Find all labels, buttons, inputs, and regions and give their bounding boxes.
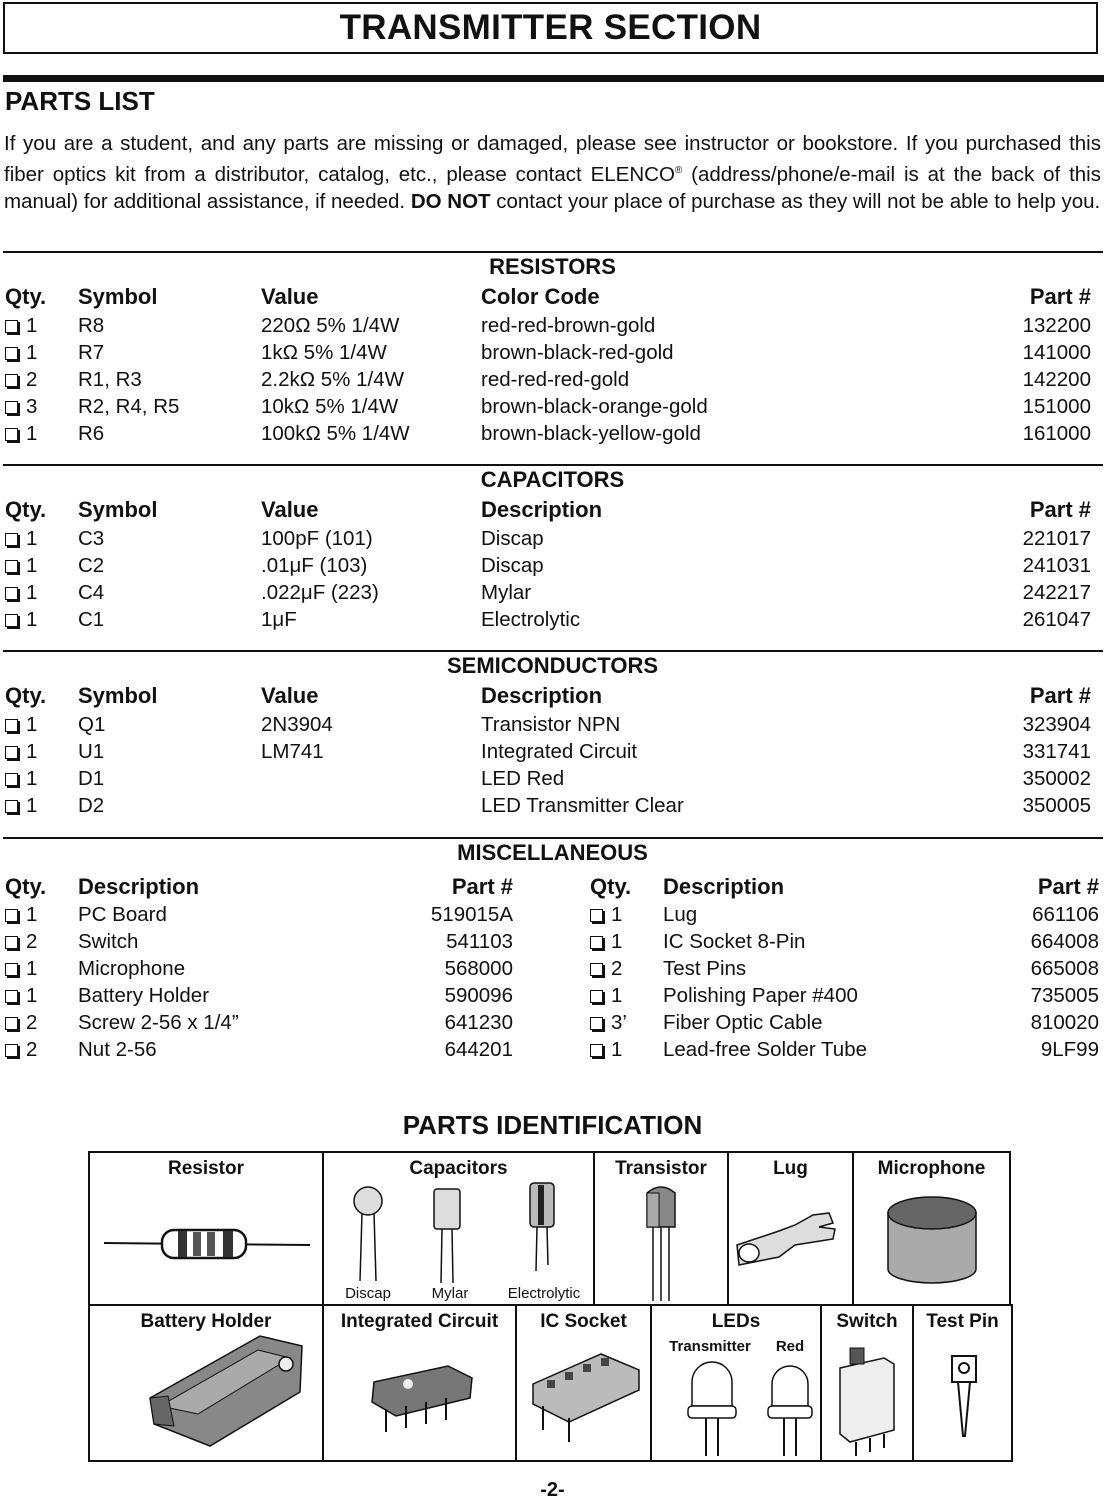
discap-label: Discap (345, 1285, 391, 1302)
col-header-qty: Qty. (590, 874, 632, 899)
symbol-cell: C1 (78, 608, 105, 631)
ic-socket-image (517, 1306, 652, 1460)
ic-socket-label: IC Socket (540, 1311, 627, 1332)
electrolytic-label: Electrolytic (507, 1285, 581, 1302)
capacitors-image (324, 1153, 595, 1304)
description-cell: Battery Holder (78, 984, 210, 1007)
checkbox[interactable] (5, 374, 18, 387)
qty-value: 2 (26, 1038, 38, 1061)
symbol-cell: C2 (78, 554, 105, 577)
resistors-title: RESISTORS (489, 254, 616, 279)
description-cell: Fiber Optic Cable (663, 1011, 823, 1034)
description-cell: IC Socket 8-Pin (663, 930, 806, 953)
led-transmitter-label: Transmitter (669, 1338, 751, 1355)
symbol-cell: Q1 (78, 713, 106, 736)
switch-label: Switch (836, 1311, 898, 1332)
qty-value: 1 (611, 1038, 623, 1061)
description-cell: LED Red (481, 767, 565, 790)
symbol-cell: D2 (78, 794, 105, 817)
checkbox[interactable] (590, 990, 603, 1003)
checkbox[interactable] (5, 614, 18, 627)
qty-value: 1 (26, 740, 38, 763)
page-title: TRANSMITTER SECTION (3, 2, 1098, 54)
description-cell: brown-black-orange-gold (481, 395, 708, 418)
value-cell: 1μF (261, 608, 297, 631)
symbol-cell: R1, R3 (78, 368, 142, 391)
integrated-circuit-image (324, 1306, 517, 1460)
part-number-cell: 590096 (444, 984, 513, 1007)
mylar-label: Mylar (431, 1285, 469, 1302)
resistor-image (90, 1153, 324, 1304)
checkbox[interactable] (5, 719, 18, 732)
part-number-cell: 644201 (444, 1038, 513, 1061)
qty-cell (5, 581, 37, 605)
description-cell: LED Transmitter Clear (481, 794, 684, 817)
checkbox[interactable] (590, 909, 603, 922)
leds-image (652, 1306, 822, 1460)
qty-cell (5, 314, 37, 338)
value-cell: LM741 (261, 740, 324, 763)
checkbox[interactable] (590, 936, 603, 949)
col-header-qty: Qty. (5, 284, 47, 309)
qty-cell (5, 395, 37, 419)
description-cell: Screw 2-56 x 1/4” (78, 1011, 239, 1034)
checkbox[interactable] (5, 428, 18, 441)
description-cell: Electrolytic (481, 608, 581, 631)
semiconductors-divider (3, 650, 1103, 652)
qty-cell (5, 984, 37, 1008)
part-number-cell: 323904 (1022, 713, 1091, 736)
part-number-cell: 151000 (1022, 395, 1091, 418)
part-number-cell: 141000 (1022, 341, 1091, 364)
symbol-cell: C4 (78, 581, 105, 604)
integrated-circuit-cell (324, 1306, 517, 1460)
part-number-cell: 261047 (1022, 608, 1091, 631)
description-cell: Mylar (481, 581, 532, 604)
symbol-cell: R6 (78, 422, 105, 445)
part-number-cell: 568000 (444, 957, 513, 980)
parts-list-heading: PARTS LIST (5, 86, 155, 116)
resistor-label: Resistor (167, 1158, 245, 1179)
col-header-part: Part # (1037, 874, 1099, 899)
checkbox[interactable] (5, 800, 18, 813)
part-number-cell: 242217 (1022, 581, 1091, 604)
part-number-cell: 221017 (1022, 527, 1091, 550)
symbol-cell: R7 (78, 341, 105, 364)
part-number-cell: 810020 (1030, 1011, 1099, 1034)
checkbox[interactable] (5, 1044, 18, 1057)
checkbox[interactable] (5, 936, 18, 949)
qty-cell (590, 1038, 622, 1062)
value-cell: .022μF (223) (261, 581, 379, 604)
qty-value: 2 (26, 1011, 38, 1034)
description-cell: Polishing Paper #400 (663, 984, 858, 1007)
col-header-description: Description (663, 874, 785, 899)
col-header-symbol: Symbol (78, 683, 158, 708)
symbol-cell: U1 (78, 740, 105, 763)
ic-socket-cell (517, 1306, 652, 1460)
qty-value: 1 (26, 341, 38, 364)
led-red-label: Red (775, 1338, 805, 1355)
checkbox[interactable] (5, 773, 18, 786)
test-pin-image (914, 1306, 1011, 1460)
page-number: -2- (540, 1479, 565, 1501)
qty-cell (5, 368, 37, 392)
switch-cell (822, 1306, 914, 1460)
microphone-cell (854, 1153, 1009, 1304)
col-header-part: Part # (451, 874, 513, 899)
part-number-cell: 142200 (1022, 368, 1091, 391)
qty-value: 1 (26, 314, 38, 337)
switch-image (822, 1306, 914, 1460)
value-cell: 100kΩ 5% 1/4W (261, 422, 410, 445)
leds-cell (652, 1306, 822, 1460)
symbol-cell: R8 (78, 314, 105, 337)
lug-cell (729, 1153, 854, 1304)
capacitors-cell (324, 1153, 595, 1304)
transistor-cell (595, 1153, 729, 1304)
checkbox[interactable] (5, 990, 18, 1003)
qty-value: 2 (26, 930, 38, 953)
qty-cell (5, 1011, 37, 1035)
misc-divider (3, 837, 1103, 839)
description-cell: Test Pins (663, 957, 747, 980)
checkbox[interactable] (5, 320, 18, 333)
part-number-cell: 132200 (1022, 314, 1091, 337)
qty-value: 1 (611, 903, 623, 926)
col-header-description: Description (481, 683, 603, 708)
capacitors-title: CAPACITORS (480, 467, 625, 492)
part-number-cell: 641230 (444, 1011, 513, 1034)
checkbox[interactable] (5, 560, 18, 573)
part-number-cell: 735005 (1030, 984, 1099, 1007)
qty-value: 1 (26, 984, 38, 1007)
qty-value: 3 (26, 395, 38, 418)
qty-value: 1 (26, 713, 38, 736)
part-number-cell: 9LF99 (1040, 1038, 1099, 1061)
qty-cell (5, 1038, 37, 1062)
col-header-description: Description (481, 497, 603, 522)
qty-value: 1 (26, 554, 38, 577)
description-cell: red-red-brown-gold (481, 314, 656, 337)
parts-identification-heading: PARTS IDENTIFICATION (402, 1110, 703, 1140)
description-cell: Transistor NPN (481, 713, 621, 736)
qty-value: 1 (26, 527, 38, 550)
qty-value: 2 (26, 368, 38, 391)
description-cell: Lead-free Solder Tube (663, 1038, 867, 1061)
qty-cell (5, 767, 37, 791)
checkbox[interactable] (5, 401, 18, 414)
battery-holder-cell (90, 1306, 324, 1460)
description-cell: Discap (481, 554, 544, 577)
checkbox[interactable] (590, 1017, 603, 1030)
semiconductors-title: SEMICONDUCTORS (446, 653, 659, 678)
col-header-part: Part # (1029, 497, 1091, 522)
col-header-value: Value (261, 284, 319, 309)
leds-label: LEDs (711, 1311, 761, 1332)
part-number-cell: 241031 (1022, 554, 1091, 577)
col-header-qty: Qty. (5, 683, 47, 708)
part-number-cell: 350005 (1022, 794, 1091, 817)
value-cell: 2.2kΩ 5% 1/4W (261, 368, 404, 391)
capacitors-label: Capacitors (409, 1158, 508, 1179)
title-divider (3, 75, 1104, 82)
test-pin-cell (914, 1306, 1011, 1460)
col-header-qty: Qty. (5, 497, 47, 522)
col-header-value: Value (261, 683, 319, 708)
checkbox[interactable] (590, 1044, 603, 1057)
checkbox[interactable] (590, 963, 603, 976)
col-header-qty: Qty. (5, 874, 47, 899)
description-cell: Integrated Circuit (481, 740, 638, 763)
qty-cell (5, 341, 37, 365)
qty-cell (590, 930, 622, 954)
col-header-description: Description (78, 874, 200, 899)
qty-cell (590, 1011, 627, 1035)
value-cell: 1kΩ 5% 1/4W (261, 341, 387, 364)
description-cell: red-red-red-gold (481, 368, 630, 391)
qty-cell (590, 957, 622, 981)
transistor-image (595, 1153, 729, 1304)
description-cell: brown-black-yellow-gold (481, 422, 701, 445)
parts-id-row-1 (88, 1151, 1011, 1306)
col-header-symbol: Symbol (78, 497, 158, 522)
col-header-color-code: Color Code (481, 284, 600, 309)
integrated-circuit-label: Integrated Circuit (340, 1311, 499, 1332)
part-number-cell: 665008 (1030, 957, 1099, 980)
lug-label: Lug (773, 1158, 808, 1179)
qty-value: 1 (26, 794, 38, 817)
value-cell: 2N3904 (261, 713, 333, 736)
part-number-cell: 161000 (1022, 422, 1091, 445)
value-cell: 220Ω 5% 1/4W (261, 314, 400, 337)
symbol-cell: R2, R4, R5 (78, 395, 180, 418)
qty-cell (5, 740, 37, 764)
checkbox[interactable] (5, 347, 18, 360)
value-cell: 10kΩ 5% 1/4W (261, 395, 399, 418)
transistor-label: Transistor (615, 1158, 707, 1179)
value-cell: .01μF (103) (261, 554, 368, 577)
description-cell: Discap (481, 527, 544, 550)
checkbox[interactable] (5, 909, 18, 922)
description-cell: brown-black-red-gold (481, 341, 674, 364)
misc-title: MISCELLANEOUS (457, 840, 648, 865)
microphone-label: Microphone (877, 1158, 986, 1179)
description-cell: Switch (78, 930, 139, 953)
part-number-cell: 661106 (1032, 903, 1099, 926)
checkbox[interactable] (5, 587, 18, 600)
checkbox[interactable] (5, 963, 18, 976)
description-cell: Microphone (78, 957, 186, 980)
col-header-part: Part # (1029, 284, 1091, 309)
qty-value: 3’ (611, 1011, 627, 1034)
resistors-divider (3, 251, 1103, 253)
checkbox[interactable] (5, 1017, 18, 1030)
qty-cell (5, 713, 37, 737)
qty-cell (5, 422, 37, 446)
qty-cell (590, 984, 622, 1008)
checkbox[interactable] (5, 533, 18, 546)
description-cell: Nut 2-56 (78, 1038, 157, 1061)
resistor-cell (90, 1153, 324, 1304)
qty-value: 1 (26, 767, 38, 790)
qty-value: 1 (26, 608, 38, 631)
qty-cell (5, 554, 37, 578)
qty-cell (590, 903, 622, 927)
symbol-cell: D1 (78, 767, 105, 790)
qty-value: 1 (611, 984, 623, 1007)
parts-id-row-2 (88, 1304, 1013, 1462)
qty-cell (5, 527, 37, 551)
part-number-cell: 331741 (1022, 740, 1091, 763)
battery-holder-image (90, 1306, 324, 1460)
qty-value: 2 (611, 957, 623, 980)
value-cell: 100pF (101) (261, 527, 373, 550)
qty-value: 1 (26, 422, 38, 445)
qty-cell (5, 794, 37, 818)
lug-image (729, 1153, 854, 1304)
qty-value: 1 (26, 957, 38, 980)
description-cell: PC Board (78, 903, 167, 926)
capacitors-divider (3, 464, 1103, 466)
qty-value: 1 (611, 930, 623, 953)
qty-value: 1 (26, 581, 38, 604)
microphone-image (854, 1153, 1009, 1304)
part-number-cell: 541103 (446, 930, 513, 953)
battery-holder-label: Battery Holder (140, 1311, 272, 1332)
test-pin-label: Test Pin (926, 1311, 999, 1332)
qty-value: 1 (26, 903, 38, 926)
description-cell: Lug (663, 903, 698, 926)
part-number-cell: 350002 (1022, 767, 1091, 790)
col-header-part: Part # (1029, 683, 1091, 708)
symbol-cell: C3 (78, 527, 105, 550)
col-header-value: Value (261, 497, 319, 522)
qty-cell (5, 903, 37, 927)
parts-list-intro: If you are a student, and any parts are missing or damaged, please see instructor or bookstore. If you purchased this fiber optics kit from a distributor, catalog, etc., please contact ELENCO® (address/phone/e-mail is at the back of this manual) for additional assistance, if needed. DO NOT contact your place of purchase as they will not be able to help you. (4, 132, 1101, 213)
part-number-cell: 664008 (1030, 930, 1099, 953)
checkbox[interactable] (5, 746, 18, 759)
part-number-cell: 519015A (430, 903, 513, 926)
qty-cell (5, 957, 37, 981)
qty-cell (5, 608, 37, 632)
col-header-symbol: Symbol (78, 284, 158, 309)
qty-cell (5, 930, 37, 954)
